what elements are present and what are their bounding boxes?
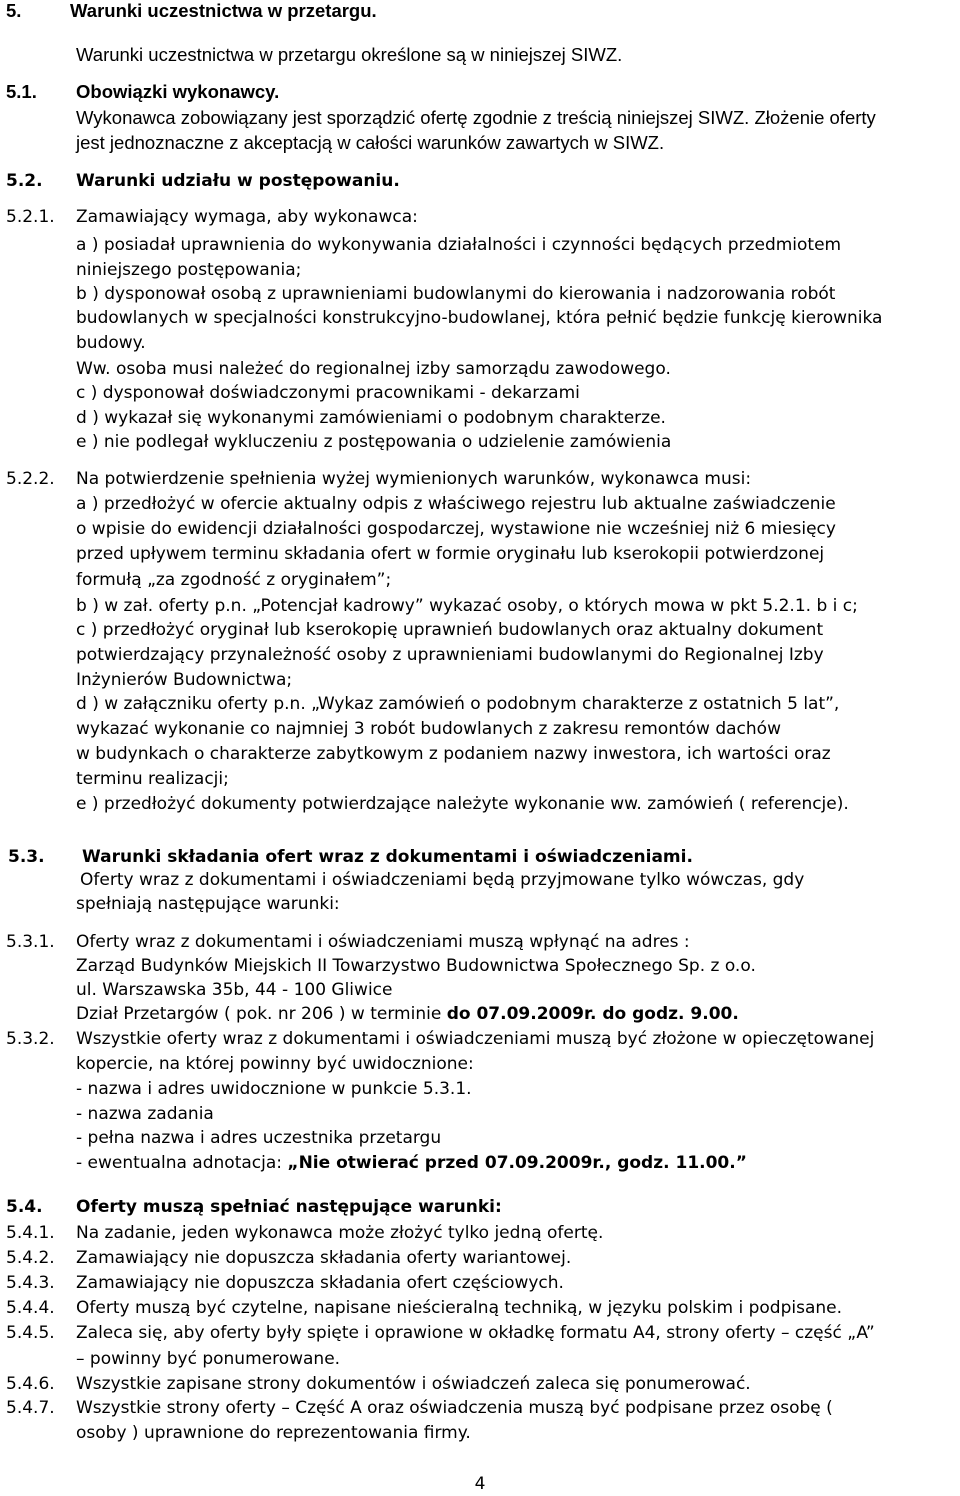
paragraph-line: niniejszego postępowania;	[76, 260, 302, 280]
item-number: 5.4.7.	[6, 1398, 55, 1418]
item-text: Zaleca się, aby oferty były spięte i oprawione w okładkę formatu A4, strony oferty – część „A”	[76, 1323, 875, 1343]
section-5-2-1-number: 5.2.1.	[6, 207, 55, 227]
annotation-bold: „Nie otwierać przed 07.09.2009r., godz. 11.00.”	[287, 1153, 747, 1173]
section-5-1-number: 5.1.	[6, 81, 37, 102]
paragraph-line: Na potwierdzenie spełnienia wyżej wymienionych warunków, wykonawca musi:	[76, 469, 752, 489]
item-text: Oferty muszą być czytelne, napisane nieścieralną techniką, w języku polskim i podpisane.	[76, 1298, 843, 1318]
item-text: Wszystkie strony oferty – Część A oraz oświadczenia muszą być podpisane przez osobę (	[76, 1398, 833, 1418]
section-5-3-1-number: 5.3.1.	[6, 932, 55, 952]
paragraph-line: a ) przedłożyć w ofercie aktualny odpis z właściwego rejestru lub aktualne zaświadczenie	[76, 494, 836, 514]
paragraph-line: Oferty wraz z dokumentami i oświadczeniami muszą wpłynąć na adres :	[76, 932, 690, 952]
paragraph-line: spełniają następujące warunki:	[76, 894, 340, 914]
paragraph-line: c ) przedłożyć oryginał lub kserokopię uprawnień budowlanych oraz aktualny dokument	[76, 620, 824, 640]
paragraph-line: Ww. osoba musi należeć do regionalnej izby samorządu zawodowego.	[76, 359, 671, 379]
address-room	[76, 1003, 739, 1025]
section-5-2-number: 5.2.	[6, 171, 43, 191]
item-text: Na zadanie, jeden wykonawca może złożyć tylko jedną ofertę.	[76, 1223, 604, 1243]
list-item: - pełna nazwa i adres uczestnika przetargu	[76, 1128, 442, 1148]
address-street: ul. Warszawska 35b, 44 - 100 Gliwice	[76, 980, 393, 1000]
section-5-title: Warunki uczestnictwa w przetargu.	[70, 0, 377, 21]
room-text: Dział Przetargów ( pok. nr 206 ) w terminie	[76, 1004, 447, 1024]
section-5-2-title: Warunki udziału w postępowaniu.	[76, 171, 400, 191]
item-text-continued: osoby ) uprawnione do reprezentowania firmy.	[76, 1423, 471, 1443]
section-5-2-2-number: 5.2.2.	[6, 469, 55, 489]
paragraph-line: b ) dysponował osobą z uprawnieniami budowlanymi do kierowania i nadzorowania robót	[76, 284, 836, 304]
list-item: - nazwa zadania	[76, 1104, 214, 1124]
deadline: do 07.09.2009r. do godz. 9.00.	[446, 1004, 739, 1024]
item-text: Zamawiający nie dopuszcza składania oferty wariantowej.	[76, 1248, 572, 1268]
paragraph-line: wykazać wykonanie co najmniej 3 robót budowlanych z zakresu remontów dachów	[76, 719, 781, 739]
section-5-3-2-number: 5.3.2.	[6, 1029, 55, 1049]
section-5-3-number: 5.3.	[8, 847, 45, 867]
paragraph-line: d ) wykazał się wykonanymi zamówieniami o podobnym charakterze.	[76, 408, 666, 428]
paragraph-line: jest jednoznaczne z akceptacją w całości warunków zawartych w SIWZ.	[76, 132, 665, 153]
item-number: 5.4.1.	[6, 1223, 55, 1243]
section-5-3-title: Warunki składania ofert wraz z dokumentami i oświadczeniami.	[82, 847, 693, 867]
paragraph-line: budowy.	[76, 333, 146, 353]
section-5-intro: Warunki uczestnictwa w przetargu określone są w niniejszej SIWZ.	[76, 44, 623, 65]
paragraph-line: potwierdzający przynależność osoby z uprawnieniami budowlanymi do Regionalnej Izby	[76, 645, 824, 665]
paragraph-line: a ) posiadał uprawnienia do wykonywania działalności i czynności będących przedmiotem	[76, 235, 842, 255]
section-5-4-number: 5.4.	[6, 1197, 43, 1217]
paragraph-line: terminu realizacji;	[76, 769, 229, 789]
paragraph-line: w budynkach o charakterze zabytkowym z podaniem nazwy inwestora, ich wartości oraz	[76, 744, 831, 764]
item-text: Zamawiający nie dopuszcza składania ofert częściowych.	[76, 1273, 564, 1293]
paragraph-line: przed upływem terminu składania ofert w formie oryginału lub kserokopii potwierdzonej	[76, 544, 825, 564]
item-number: 5.4.6.	[6, 1374, 55, 1394]
section-5-number: 5.	[6, 0, 22, 21]
paragraph-line: Oferty wraz z dokumentami i oświadczeniami będą przyjmowane tylko wówczas, gdy	[80, 870, 805, 890]
paragraph-line: kopercie, na której powinny być uwidocznione:	[76, 1054, 474, 1074]
annotation-text: - ewentualna adnotacja:	[76, 1153, 288, 1173]
paragraph-line: c ) dysponował doświadczonymi pracownikami - dekarzami	[76, 383, 580, 403]
paragraph-line: b ) w zał. oferty p.n. „Potencjał kadrowy” wykazać osoby, o których mowa w pkt 5.2.1. b i c;	[76, 596, 858, 616]
item-number: 5.4.3.	[6, 1273, 55, 1293]
item-number: 5.4.2.	[6, 1248, 55, 1268]
item-text-continued: – powinny być ponumerowane.	[76, 1349, 341, 1369]
paragraph-line: Zamawiający wymaga, aby wykonawca:	[76, 207, 418, 227]
section-5-1-title: Obowiązki wykonawcy.	[76, 81, 280, 102]
item-text: Wszystkie zapisane strony dokumentów i oświadczeń zaleca się ponumerować.	[76, 1374, 751, 1394]
list-item	[76, 1152, 747, 1174]
paragraph-line: e ) przedłożyć dokumenty potwierdzające należyte wykonanie ww. zamówień ( referencje).	[76, 794, 849, 814]
list-item: - nazwa i adres uwidocznione w punkcie 5.3.1.	[76, 1079, 472, 1099]
paragraph-line: e ) nie podlegał wykluczeniu z postępowania o udzielenie zamówienia	[76, 432, 672, 452]
paragraph-line: Wykonawca zobowiązany jest sporządzić ofertę zgodnie z treścią niniejszej SIWZ. Złożenie oferty	[76, 107, 876, 128]
paragraph-line: o wpisie do ewidencji działalności gospodarczej, wystawione nie wcześniej niż 6 miesięcy	[76, 519, 836, 539]
paragraph-line: Inżynierów Budownictwa;	[76, 670, 293, 690]
item-number: 5.4.5.	[6, 1323, 55, 1343]
paragraph-line: budowlanych w specjalności konstrukcyjno-budowlanej, która pełnić będzie funkcję kierownika	[76, 308, 883, 328]
page-number: 4	[474, 1474, 486, 1494]
address-company: Zarząd Budynków Miejskich II Towarzystwo Budownictwa Społecznego Sp. z o.o.	[76, 956, 756, 976]
section-5-4-title: Oferty muszą spełniać następujące warunki:	[76, 1197, 502, 1217]
paragraph-line: formułą „za zgodność z oryginałem”;	[76, 570, 392, 590]
paragraph-line: d ) w załączniku oferty p.n. „Wykaz zamówień o podobnym charakterze z ostatnich 5 lat”,	[76, 694, 840, 714]
paragraph-line: Wszystkie oferty wraz z dokumentami i oświadczeniami muszą być złożone w opieczętowanej	[76, 1029, 875, 1049]
item-number: 5.4.4.	[6, 1298, 55, 1318]
